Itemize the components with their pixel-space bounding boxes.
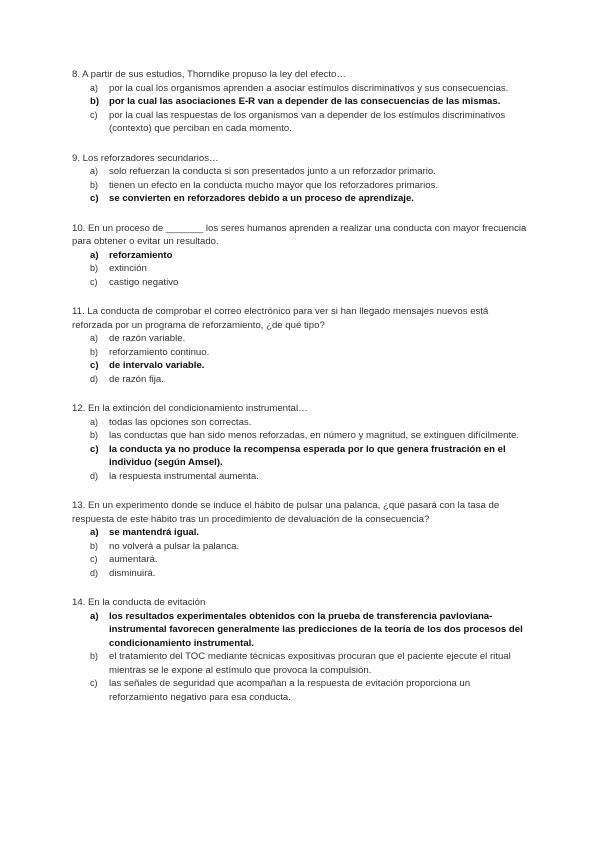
- option-c-correct: [72, 359, 528, 373]
- option-a-correct: [72, 526, 528, 540]
- option-text: se mantendrá igual.: [109, 527, 200, 538]
- option-text: todas las opciones son correctas.: [109, 416, 252, 428]
- question-list: [72, 68, 528, 720]
- option-list: [72, 82, 528, 136]
- option-letter: c): [90, 109, 98, 120]
- option-b: [72, 650, 528, 677]
- option-letter: a): [90, 333, 99, 343]
- question-stem: 12. En la extinción del condicionamiento instrumental…: [72, 403, 308, 414]
- option-letter: b): [90, 263, 99, 273]
- option-text: aumentará.: [109, 554, 158, 565]
- option-text: de razón variable.: [109, 333, 186, 344]
- option-text: el tratamiento del TOC mediante técnicas expositivas procuran que el paciente ejecute el ritual mientras se le expone al estímulo que provoca la compulsión.: [109, 651, 511, 676]
- option-a: [72, 416, 528, 430]
- option-letter: a): [90, 166, 99, 176]
- option-letter: c): [90, 360, 99, 371]
- option-letter: c): [90, 193, 99, 204]
- option-text: por la cual las respuestas de los organismos van a depender de los estímulos discriminativos (contexto) que perciban en cada momento.: [109, 109, 506, 134]
- option-letter: b): [90, 346, 99, 357]
- question-10: [72, 222, 528, 290]
- question-stem: 8. A partir de sus estudios, Thorndike propuso la ley del efecto…: [72, 69, 346, 80]
- option-c: [72, 553, 528, 567]
- question-8: [72, 68, 528, 136]
- option-letter: b): [90, 96, 100, 107]
- option-text: se convierten en reforzadores debido a un proceso de aprendizaje.: [109, 193, 414, 204]
- option-a-correct: [72, 249, 528, 263]
- option-text: de intervalo variable.: [109, 360, 205, 371]
- option-c-correct: [72, 443, 528, 470]
- option-d: [72, 567, 528, 581]
- option-c: [72, 109, 528, 136]
- option-b: [72, 179, 528, 193]
- option-a-correct: [72, 610, 528, 651]
- option-d: [72, 470, 528, 484]
- question-14: [72, 596, 528, 704]
- option-letter: d): [90, 373, 99, 384]
- option-letter: a): [90, 249, 99, 261]
- option-letter: a): [90, 416, 99, 427]
- option-text: las conductas que han sido menos reforzadas, en número y magnitud, se extinguen difícilmente.: [109, 430, 520, 441]
- option-letter: c): [90, 276, 98, 287]
- option-list: [72, 416, 528, 484]
- option-letter: b): [90, 430, 99, 440]
- option-b: [72, 540, 528, 554]
- option-a: [72, 332, 528, 346]
- option-list: [72, 610, 528, 705]
- option-letter: b): [90, 651, 99, 661]
- option-list: [72, 526, 528, 580]
- question-12: [72, 402, 528, 483]
- option-letter: b): [90, 540, 99, 551]
- question-11: [72, 305, 528, 386]
- option-text: solo refuerzan la conducta si son presentados junto a un reforzador primario.: [109, 166, 436, 177]
- question-9: [72, 152, 528, 206]
- option-text: de razón fija.: [109, 373, 164, 385]
- option-text: castigo negativo: [109, 276, 179, 288]
- option-letter: a): [90, 527, 99, 538]
- option-text: la conducta ya no produce la recompensa esperada por lo que genera frustración en el individuo (según Amsel).: [109, 443, 506, 468]
- option-text: los resultados experimentales obtenidos con la prueba de transferencia pavloviana-instrumental favorecen generalmente las predicciones de la teoría de los dos procesos del condicionamiento instrumental.: [109, 610, 523, 649]
- question-stem: 10. En un proceso de _______ los seres humanos aprenden a realizar una conducta con mayor frecuencia para obtener o evitar un resultado.: [72, 222, 527, 247]
- option-letter: c): [90, 678, 98, 688]
- option-d: [72, 373, 528, 387]
- option-letter: c): [90, 554, 98, 564]
- option-b: [72, 262, 528, 276]
- option-letter: c): [90, 443, 99, 455]
- option-letter: d): [90, 470, 99, 481]
- option-text: extinción: [109, 263, 147, 274]
- option-a: [72, 165, 528, 179]
- option-b-correct: [72, 95, 528, 109]
- option-b: [72, 346, 528, 360]
- option-letter: a): [90, 610, 99, 622]
- option-text: por la cual las asociaciones E-R van a depender de las consecuencias de las mismas.: [109, 96, 501, 107]
- option-text: reforzamiento continuo.: [109, 346, 210, 358]
- question-stem: 9. Los reforzadores secundarios…: [72, 152, 219, 164]
- option-c: [72, 677, 528, 704]
- question-stem: 11. La conducta de comprobar el correo electrónico para ver si han llegado mensajes nuevos está reforzada por un programa de reforzamiento, ¿de qué tipo?: [72, 306, 489, 331]
- option-list: [72, 165, 528, 206]
- option-b: [72, 429, 528, 443]
- question-stem: 13. En un experimento donde se induce el hábito de pulsar una palanca, ¿qué pasará con la tasa de respuesta de este hábito tras un procedimiento de devaluación de la consecuencia?: [72, 500, 500, 525]
- option-letter: d): [90, 567, 99, 578]
- option-list: [72, 332, 528, 386]
- option-text: no volverá a pulsar la palanca.: [109, 540, 240, 552]
- option-text: las señales de seguridad que acompañan a la respuesta de evitación proporciona un reforzamiento negativo para esa conducta.: [109, 678, 471, 703]
- option-text: la respuesta instrumental aumenta.: [109, 470, 259, 482]
- option-c-correct: [72, 192, 528, 206]
- option-text: disminuirá.: [109, 567, 156, 579]
- option-text: tienen un efecto en la conducta mucho mayor que los reforzadores primarios.: [109, 179, 439, 191]
- option-c: [72, 276, 528, 290]
- question-13: [72, 499, 528, 580]
- option-letter: a): [90, 82, 99, 93]
- question-stem: 14. En la conducta de evitación: [72, 597, 206, 608]
- option-a: [72, 82, 528, 96]
- option-list: [72, 249, 528, 290]
- option-text: reforzamiento: [109, 249, 173, 261]
- option-text: por la cual los organismos aprenden a asociar estímulos discriminativos y sus consecuencias.: [109, 82, 509, 94]
- option-letter: b): [90, 179, 99, 190]
